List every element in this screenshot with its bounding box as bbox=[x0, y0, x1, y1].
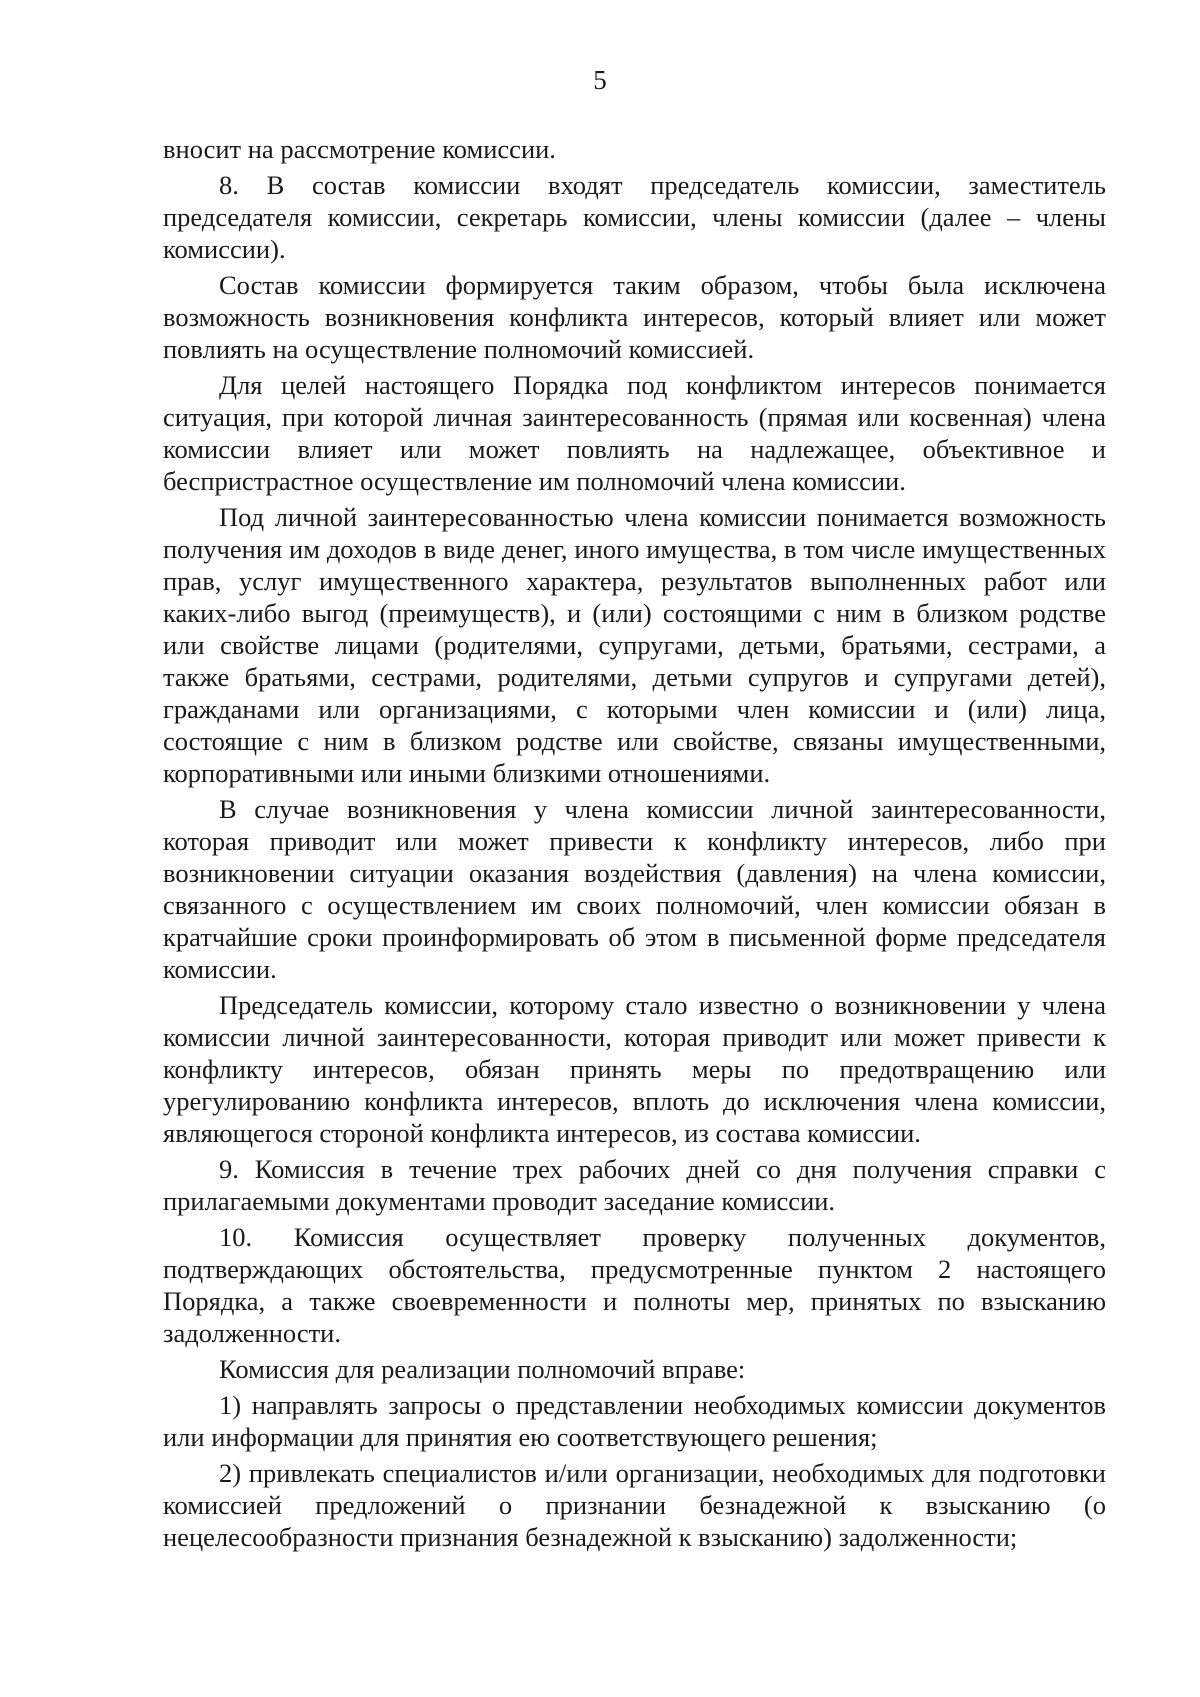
page-number: 5 bbox=[593, 65, 607, 95]
document-body bbox=[163, 133, 1106, 1557]
paragraph-conflict-definition: Для целей настоящего Порядка под конфликтом интересов понимается ситуация, при которой личная заинтересованность (прямая или косвенная) члена комиссии влияет или может повлиять на надлежащее, объективное и беспристрастное осуществление им полномочий члена комиссии. bbox=[163, 370, 1106, 496]
paragraph-continuation: вносит на рассмотрение комиссии. bbox=[163, 134, 556, 164]
paragraph-powers-intro: Комиссия для реализации полномочий вправе: bbox=[219, 1354, 746, 1384]
paragraph-item-10-verification: 10. Комиссия осуществляет проверку полученных документов, подтверждающих обстоятельства, предусмотренные пунктом 2 настоящего Порядка, а также своевременности и полноты мер, принятых по взысканию задолженности. bbox=[163, 1222, 1106, 1348]
paragraph-personal-interest-definition: Под личной заинтересованностью члена комиссии понимается возможность получения им доходов в виде денег, иного имущества, в том числе имущественных прав, услуг имущественного характера, результатов выполненных работ или каких-либо выгод (преимуществ), и (или) состоящими с ним в близком родстве или свойстве лицами (родителями, супругами, детьми, братьями, сестрами, а также братьями, сестрами, родителями, детьми супругов и супругами детей), гражданами или организациями, с которыми член комиссии и (или) лица, состоящие с ним в близком родстве или свойстве, связаны имущественными, корпоративными или иными близкими отношениями. bbox=[163, 502, 1106, 788]
paragraph-item-9-meeting: 9. Комиссия в течение трех рабочих дней со дня получения справки с прилагаемыми документами проводит заседание комиссии. bbox=[163, 1154, 1106, 1216]
paragraph-item-8-composition: 8. В состав комиссии входят председатель комиссии, заместитель председателя комиссии, секретарь комиссии, члены комиссии (далее – члены комиссии). bbox=[163, 170, 1106, 264]
paragraph-member-obligation: В случае возникновения у члена комиссии личной заинтересованности, которая приводит или может привести к конфликту интересов, либо при возникновении ситуации оказания воздействия (давления) на члена комиссии, связанного с осуществлением им своих полномочий, член комиссии обязан в кратчайшие сроки проинформировать об этом в письменной форме председателя комиссии. bbox=[163, 794, 1106, 984]
paragraph-power-2: 2) привлекать специалистов и/или организации, необходимых для подготовки комиссией предложений о признании безнадежной к взысканию (о нецелесообразности признания безнадежной к взысканию) задолженности; bbox=[163, 1458, 1106, 1552]
paragraph-power-1: 1) направлять запросы о представлении необходимых комиссии документов или информации для принятия ею соответствующего решения; bbox=[163, 1390, 1106, 1452]
paragraph-composition-formation: Состав комиссии формируется таким образом, чтобы была исключена возможность возникновения конфликта интересов, который влияет или может повлиять на осуществление полномочий комиссией. bbox=[163, 270, 1106, 364]
paragraph-chairman-measures: Председатель комиссии, которому стало известно о возникновении у члена комиссии личной заинтересованности, которая приводит или может привести к конфликту интересов, обязан принять меры по предотвращению или урегулированию конфликта интересов, вплоть до исключения члена комиссии, являющегося стороной конфликта интересов, из состава комиссии. bbox=[163, 990, 1106, 1148]
